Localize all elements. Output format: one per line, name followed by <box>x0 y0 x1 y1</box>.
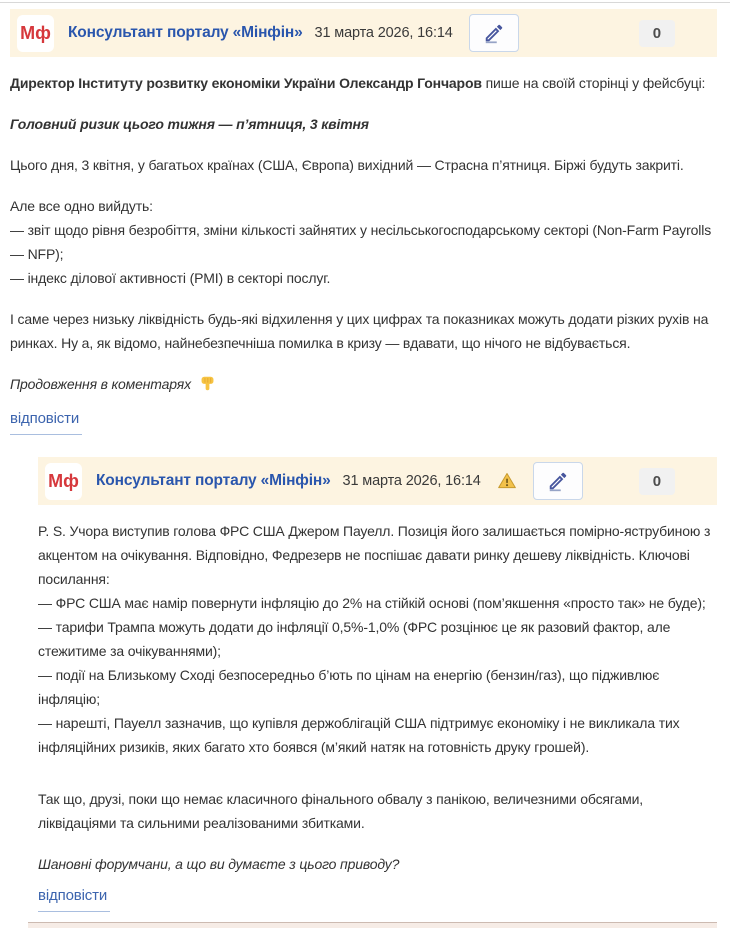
reply-comment-body <box>38 505 717 912</box>
post-paragraph: Головний ризик цього тижня — п’ятниця, 3 квітня <box>10 116 369 132</box>
post-paragraph <box>10 194 717 290</box>
author-link[interactable]: Консультант порталу «Мінфін» <box>96 472 331 489</box>
top-divider <box>0 2 730 3</box>
post-paragraph <box>10 71 717 95</box>
votes-badge: 0 <box>639 468 675 495</box>
list-line: Але все одно вийдуть: <box>10 198 153 214</box>
edit-button[interactable] <box>469 14 519 52</box>
main-comment-body <box>10 57 717 435</box>
comment-date: 31 марта 2026, 16:14 <box>314 25 453 41</box>
reply-comment <box>38 457 717 912</box>
list-line: — нарешті, Пауелл зазначив, що купівля держоблігацій США підтримує економіку і не викликала тих інфляційних ризиків, яких багато хто боявся (м’який натяк на готовність друку грошей). <box>38 715 680 755</box>
main-comment-header <box>10 9 717 57</box>
post-paragraph <box>38 519 717 759</box>
list-line: — індекс ділової активності (PMI) в секторі послуг. <box>10 270 331 286</box>
post-paragraph <box>10 372 717 399</box>
comment-date: 31 марта 2026, 16:14 <box>342 473 481 489</box>
edit-button[interactable] <box>533 462 583 500</box>
list-line: — тарифи Трампа можуть додати до інфляції 0,5%-1,0% (ФРС розцінює це як разовий фактор, але стежитиме за очікуваннями); <box>38 619 671 659</box>
pointing-down-hand-emoji <box>195 379 216 395</box>
author-link[interactable]: Консультант порталу «Мінфін» <box>68 24 303 41</box>
post-paragraph-text: пише на своїй сторінці у фейсбуці: <box>481 75 706 91</box>
reply-link[interactable]: відповісти <box>38 884 110 912</box>
list-line: P. S. Учора виступив голова ФРС США Джером Пауелл. Позиція його залишається помірно-яструбиною з акцентом на очікування. Відповідно, Федрезерв не поспішає давати ринку дешеву ліквідність. Ключові посилання: <box>38 523 711 587</box>
list-line: — звіт щодо рівня безробіття, зміни кількості зайнятих у несільськогосподарському секторі (Non-Farm Payrolls — NFP); <box>10 222 712 262</box>
warning-triangle-icon <box>497 471 517 491</box>
pencil-edit-icon <box>547 470 569 492</box>
minfin-logo[interactable]: Мф <box>45 463 82 500</box>
reply-comment-header <box>38 457 717 505</box>
list-line: — події на Близькому Сході безпосередньо б’ють по цінам на енергію (бензин/газ), що підживлює інфляцію; <box>38 667 660 707</box>
next-comment-edge <box>28 922 717 928</box>
post-paragraph: Цього дня, 3 квітня, у багатьох країнах (США, Європа) вихідний — Страсна п’ятниця. Біржі будуть закриті. <box>10 157 684 173</box>
post-paragraph: Шановні форумчани, а що ви думаєте з цього приводу? <box>38 856 400 872</box>
post-paragraph-text: Продовження в коментарях <box>10 376 191 392</box>
minfin-logo[interactable]: Мф <box>17 15 54 52</box>
post-paragraph: І саме через низьку ліквідність будь-які відхилення у цих цифрах та показниках можуть додати різких рухів на ринках. Ну а, як відомо, найнебезпечніша помилка в кризу — вдавати, що нічого не відбувається. <box>10 311 709 351</box>
post-paragraph: Так що, друзі, поки що немає класичного фінального обвалу з панікою, величезними обсягами, ліквідаціями та сильними реалізованими збитками. <box>38 791 644 831</box>
list-line: — ФРС США має намір повернути інфляцію до 2% на стійкій основі (пом’якшення «просто так» не буде); <box>38 595 706 611</box>
pencil-edit-icon <box>483 22 505 44</box>
votes-badge: 0 <box>639 20 675 47</box>
reply-link[interactable]: відповісти <box>10 407 82 435</box>
author-mention: Директор Інституту розвитку економіки України Олександр Гончаров <box>10 75 482 91</box>
main-comment <box>10 9 717 435</box>
